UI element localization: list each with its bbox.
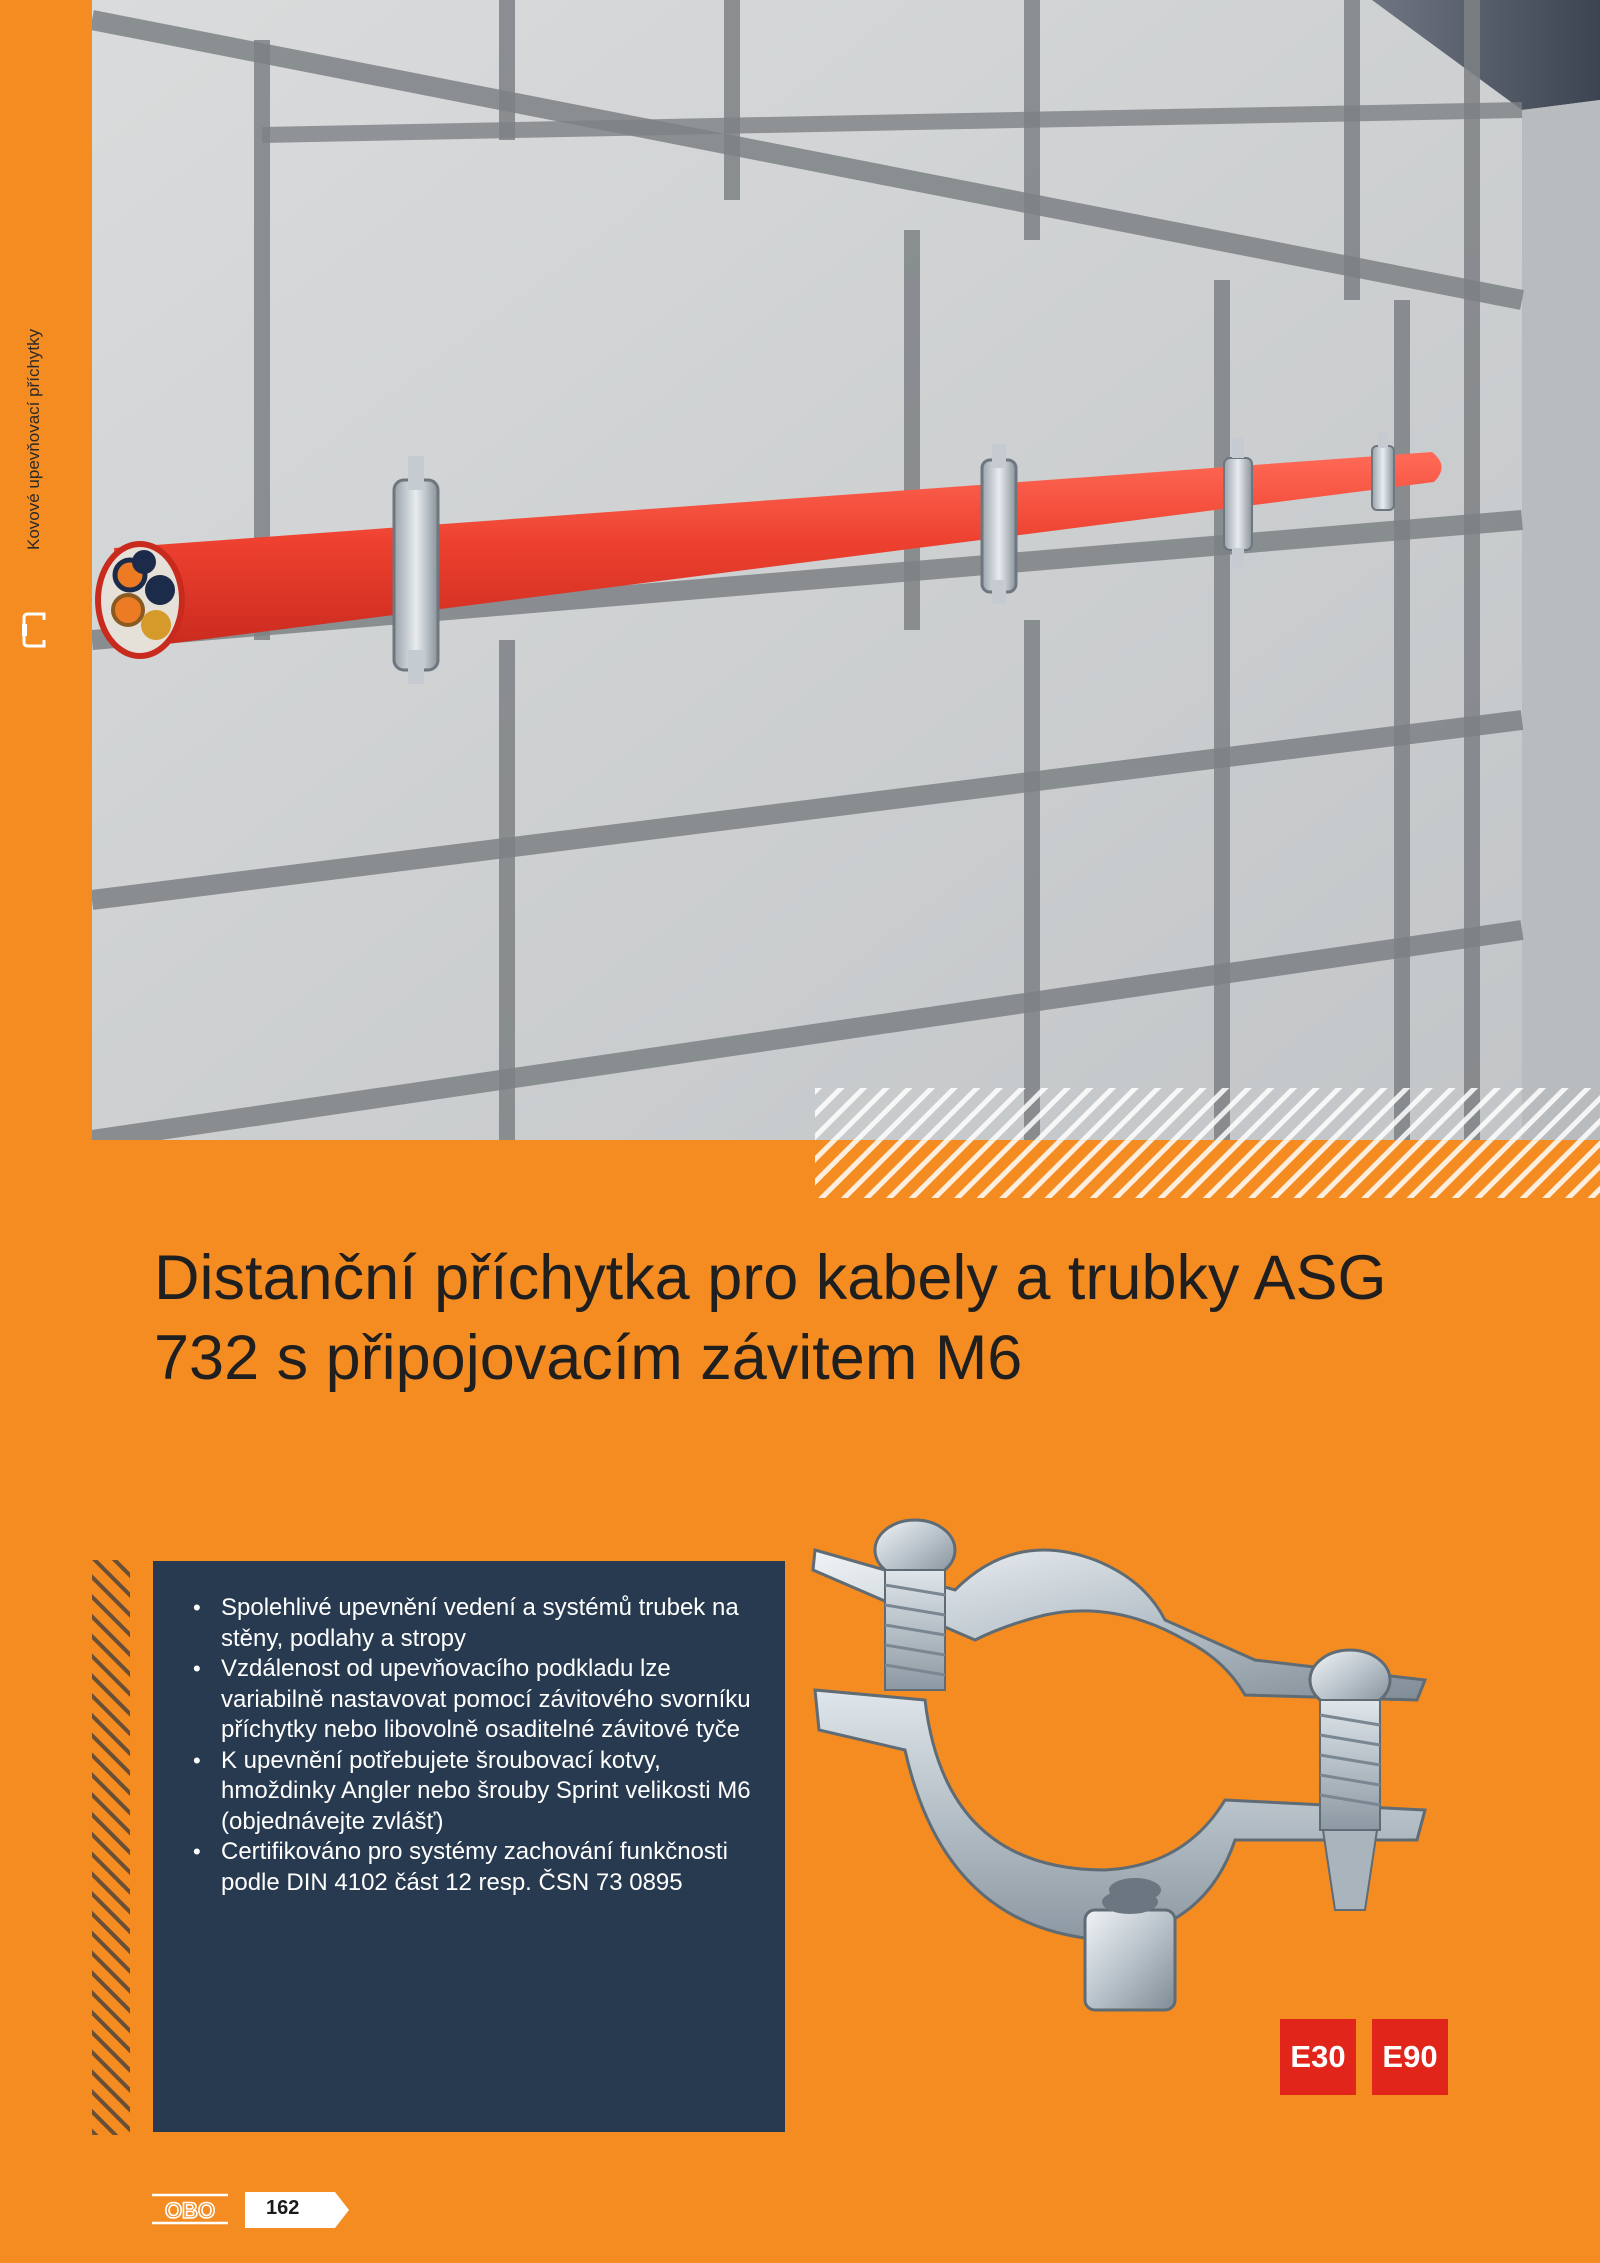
hero-photo bbox=[92, 0, 1600, 1140]
page-number: 162 bbox=[266, 2197, 300, 2219]
title-line-1: Distanční příchytka pro kabely a trubky ASG bbox=[154, 1243, 1387, 1313]
title-line-2: 732 s připojovacím závitem M6 bbox=[154, 1323, 1023, 1393]
fire-rating-badge-e90: E90 bbox=[1372, 2019, 1448, 2095]
product-image bbox=[805, 1490, 1485, 2030]
brand-text: OBO bbox=[164, 2198, 216, 2223]
obo-logo bbox=[150, 2192, 230, 2226]
feature-list bbox=[193, 1593, 755, 1898]
hatch-decoration bbox=[815, 1088, 1600, 1198]
clip-icon bbox=[18, 610, 52, 650]
page-title bbox=[154, 1238, 1454, 1398]
feature-item: • K upevnění potřebujete šroubovací kotvy, hmoždinky Angler nebo šrouby Sprint velikosti M6 (objednávejte zvlášť) bbox=[193, 1746, 755, 1838]
hatch-decoration-left bbox=[92, 1560, 130, 2135]
feature-item: • Spolehlivé upevnění vedení a systémů trubek na stěny, podlahy a stropy bbox=[193, 1593, 755, 1654]
side-strip bbox=[0, 0, 92, 2263]
feature-item: • Certifikováno pro systémy zachování funkčnosti podle DIN 4102 část 12 resp. ČSN 73 0895 bbox=[193, 1837, 755, 1898]
features-box bbox=[153, 1561, 785, 2132]
fire-rating-badge-e30: E30 bbox=[1280, 2019, 1356, 2095]
feature-item: • Vzdálenost od upevňovacího podkladu lze variabilně nastavovat pomocí závitového svorníku příchytky nebo libovolně osaditelné závitové tyče bbox=[193, 1654, 755, 1746]
section-label: Kovové upevňovací příchytky bbox=[24, 328, 43, 550]
